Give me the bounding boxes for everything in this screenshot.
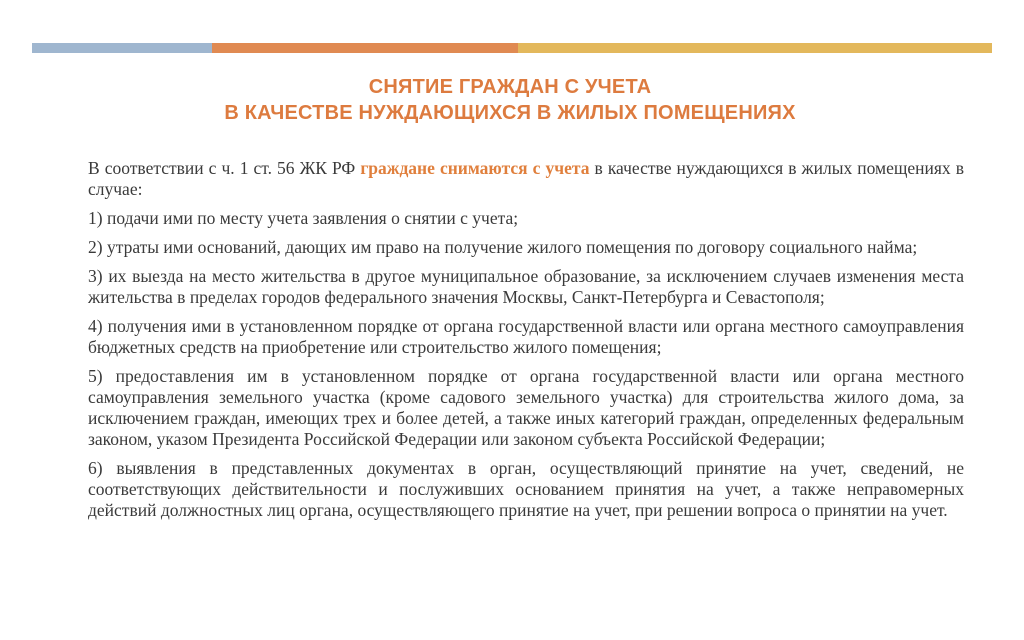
intro-text-before: В соответствии с ч. 1 ст. 56 ЖК РФ (88, 158, 361, 178)
list-item-2: 2) утраты ими оснований, дающих им право на получение жилого помещения по договору социального найма; (88, 237, 918, 257)
list-item-4: 4) получения ими в установленном порядке от органа государственной власти или органа местного самоуправления бюджетных средств на приобретение или строительство жилого помещения; (88, 316, 964, 357)
list-item-6: 6) выявления в представленных документах в орган, осуществляющий принятие на учет, сведений, не соответствующих действительности и послуживших основанием принятия на учет, а также неправомерных действий должностных лиц органа, осуществляющего принятие на учет, при решении вопроса о принятии на учет. (88, 458, 964, 520)
slide-body (88, 158, 964, 529)
bar-segment-orange (212, 43, 518, 53)
title-line-2: В КАЧЕСТВЕ НУЖДАЮЩИХСЯ В ЖИЛЫХ ПОМЕЩЕНИЯХ (224, 102, 796, 124)
list-item-5: 5) предоставления им в установленном порядке от органа государственной власти или органа местного самоуправления земельного участка (кроме садового земельного участка) для строительства жилого дома, за исключением граждан, имеющих трех и более детей, а также иных категорий граждан, определенных федеральным законом, указом Президента Российской Федерации или законом субъекта Российской Федерации; (88, 366, 964, 449)
intro-highlight: граждане снимаются с учета (360, 158, 590, 178)
list-item-1: 1) подачи ими по месту учета заявления о снятии с учета; (88, 208, 519, 228)
intro-paragraph (88, 158, 964, 200)
decorative-top-bar (32, 43, 992, 53)
list-item-3: 3) их выезда на место жительства в другое муниципальное образование, за исключением случаев изменения места жительства в пределах городов федерального значения Москвы, Санкт-Петербурга и Севастополя; (88, 266, 964, 307)
intro-text-after: в качестве нуждающихся в жилых помещениях в случае: (88, 158, 964, 199)
title-line-1: СНЯТИЕ ГРАЖДАН С УЧЕТА (368, 76, 652, 98)
bar-segment-blue (32, 43, 212, 53)
slide-title (60, 74, 960, 126)
bar-segment-yellow (518, 43, 992, 53)
